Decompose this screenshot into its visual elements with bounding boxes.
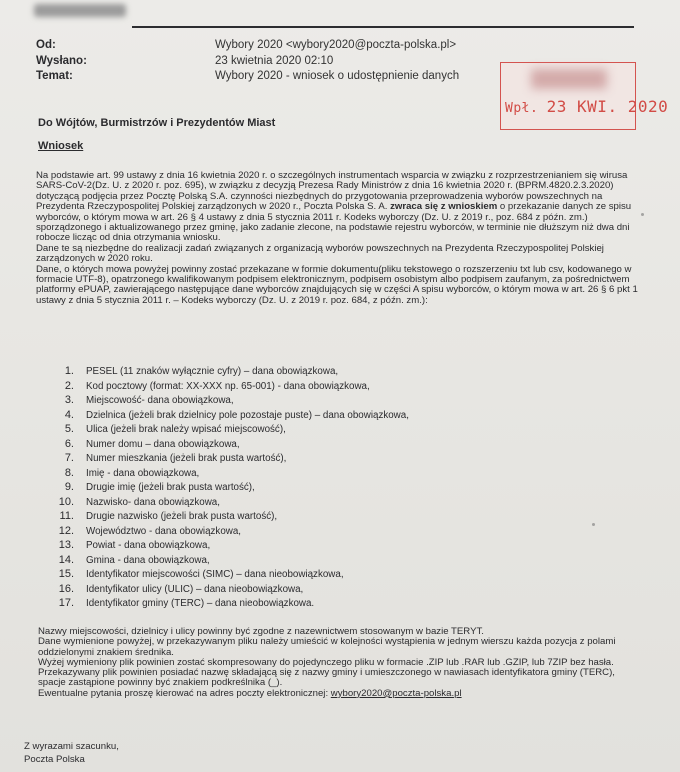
field-item (48, 524, 409, 539)
signoff-greeting: Z wyrazami szacunku, (24, 741, 119, 752)
field-number: 6. (64, 437, 74, 450)
field-text: Identyfikator miejscowości (SIMC) – dana nieobowiązkowa, (86, 569, 344, 580)
field-item (48, 379, 409, 394)
field-item (48, 408, 409, 423)
subject-label: Temat: (36, 70, 73, 82)
field-item (48, 422, 409, 437)
field-text: Drugie imię (jeżeli brak pusta wartość), (86, 482, 255, 493)
field-item (48, 466, 409, 481)
section-title: Wniosek (38, 140, 84, 152)
field-text: Gmina - dana obowiązkowa, (86, 554, 210, 566)
field-number: 1. (64, 365, 74, 377)
field-text: Miejscowość- dana obowiązkowa, (86, 395, 234, 406)
field-number: 17. (58, 597, 74, 609)
field-item (48, 582, 409, 597)
field-item (48, 509, 409, 524)
field-item (48, 451, 409, 466)
field-number: 3. (64, 394, 74, 406)
header-rule (132, 26, 634, 28)
contact-prefix: Ewentualne pytania proszę kierować na adres poczty elektronicznej: (38, 687, 331, 699)
subject-value: Wybory 2020 - wniosek o udostępnienie danych (215, 70, 460, 82)
field-number: 7. (64, 452, 74, 464)
intro-p1-bold: zwraca się z wnioskiem (390, 201, 498, 213)
field-item (48, 495, 409, 510)
field-item (48, 480, 409, 495)
field-text: PESEL (11 znaków wyłącznie cyfry) – dana obowiązkowa, (86, 366, 339, 377)
field-number: 2. (64, 379, 74, 392)
recipients-line: Do Wójtów, Burmistrzów i Prezydentów Miast (38, 117, 276, 129)
received-stamp (500, 62, 669, 130)
field-number: 11. (59, 510, 74, 522)
intro-text (36, 171, 644, 306)
stamp-prefix: Wpł. (505, 101, 539, 116)
closing-paragraph-2: Dane wymienione powyżej, w przekazywanym pliku należy umieścić w kolejności wystąpienia w jednym wierszu każda pozycja z polami oddzielonymi znakiem średnika. (38, 636, 616, 658)
field-number: 10. (58, 495, 74, 508)
field-item (48, 538, 409, 553)
closing-paragraph-4: Przekazywany plik powinien posiadać nazwę składającą się z nazwy gminy i umieszczonego w nawiasach identyfikatora gminy (TERC), spacje zastąpione powinny być znakiem podkreślnika (_). (38, 667, 615, 689)
stamp-date: 23 KWI. 2020 (546, 97, 669, 116)
field-item (48, 393, 409, 408)
field-item (48, 364, 409, 379)
field-number: 4. (64, 408, 74, 421)
field-text: Kod pocztowy (format: XX-XXX np. 65-001) - dana obowiązkowa, (86, 380, 370, 392)
field-text: Dzielnica (jeżeli brak dzielnicy pole pozostaje puste) – dana obowiązkowa, (86, 409, 409, 421)
field-number: 8. (64, 466, 74, 479)
field-number: 16. (58, 582, 74, 595)
field-text: Powiat - dana obowiązkowa, (86, 540, 211, 551)
intro-paragraph-3: Dane, o których mowa powyżej powinny zostać przekazane w formie dokumentu(pliku tekstowego o rozszerzeniu txt lub csv, kodowanego w formacie UTF-8), opatrzonego kwalifikowanym podpisem elektronicznym, podpisem osobistym albo podpisem zaufanym, za pośrednictwem platformy ePUAP, zawierającego następujące dane wyborców znajdujących się w części A spisu wyborców, o którym mowa w art. 26 § 6 pkt 1 ustawy z dnia 5 stycznia 2011 r. – Kodeks wyborczy (Dz. U. z 2019 r. poz. 684, z późn. zm.): (36, 263, 638, 306)
field-text: Województwo - dana obowiązkowa, (86, 525, 242, 537)
field-item (48, 553, 409, 568)
field-number: 5. (64, 423, 74, 435)
contact-email-link[interactable]: wybory2020@poczta-polska.pl (330, 687, 462, 699)
field-number: 9. (64, 481, 74, 493)
intro-p1-a: Na podstawie art. 99 ustawy z dnia 16 kwietnia 2020 r. o szczególnych instrumentach wsparcia w związku z rozprzestrzenianiem się wirusa SARS-CoV-2(Dz. U. z 2020 r. poz. 695), w związku z decyzją Prezesa Rady Ministrów z dnia 16 kwietnia 2020 r. (BPRM.4820.2.3.2020) dotyczącą podjęcia przez Pocztę Polską S.A. czynności niezbędnych do przygotowania przeprowadzenia wyborów powszechnych na Prezydenta Rzeczypospolitej Polskiej zarządzonych w 2020 r., Poczta Polska S. A. (36, 170, 628, 213)
field-item (48, 437, 409, 452)
sent-value: 23 kwietnia 2020 02:10 (215, 55, 334, 67)
field-number: 15. (58, 568, 74, 580)
field-text: Nazwisko- dana obowiązkowa, (86, 496, 220, 508)
signoff (24, 741, 119, 766)
field-text: Ulica (jeżeli brak należy wpisać miejscowość), (86, 424, 286, 435)
intro-paragraph-1 (36, 171, 644, 244)
stamp-redaction (531, 69, 607, 89)
field-text: Imię - dana obowiązkowa, (86, 467, 200, 479)
intro-paragraph-2: Dane te są niezbędne do realizacji zadań związanych z organizacją wyborów powszechnych na Prezydenta Rzeczypospolitej Polskiej zarządzonych w 2020 roku. (36, 242, 604, 265)
redacted-sender (34, 4, 126, 17)
from-label: Od: (36, 39, 56, 51)
field-text: Numer domu – dana obowiązkowa, (86, 438, 240, 450)
field-text: Numer mieszkania (jeżeli brak pusta wartość), (86, 453, 287, 464)
paper-speck (641, 213, 644, 216)
field-text: Identyfikator gminy (TERC) – dana nieobowiązkowa. (86, 598, 315, 609)
field-item (48, 596, 409, 611)
intro-p1-b: o przekazanie danych ze spisu wyborców, o którym mowa w art. 26 § 4 ustawy z dnia 5 stycznia 2011 r. Kodeks wyborczy (Dz. U. z 2019 r., poz. 684 z późn. zm.) sporządzonego i aktualizowanego przez gminę, jako zadanie zlecone, na podstawie rejestru wyborców, w terminie nie dłuższym niż dwa dni robocze licząc od dnia otrzymania wniosku. (36, 201, 632, 244)
signoff-sender: Poczta Polska (24, 753, 85, 765)
field-text: Identyfikator ulicy (ULIC) – dana nieobowiązkowa, (86, 583, 304, 595)
field-number: 13. (58, 539, 74, 551)
closing-text (38, 627, 643, 699)
field-item (48, 567, 409, 582)
field-text: Drugie nazwisko (jeżeli brak pusta wartość), (86, 511, 278, 522)
field-number: 12. (58, 524, 74, 537)
closing-paragraph-1: Nazwy miejscowości, dzielnicy i ulicy powinny być zgodne z nazewnictwem stosowanym w bazie TERYT. (38, 626, 484, 637)
paper-speck (592, 523, 595, 526)
closing-paragraph-5 (38, 689, 643, 699)
sent-label: Wysłano: (36, 55, 87, 67)
closing-paragraph-3: Wyżej wymieniony plik powinien zostać skompresowany do pojedynczego pliku w formacie .ZIP lub .RAR lub .GZIP, lub 7ZIP bez hasła. (38, 656, 614, 668)
required-fields-list (48, 364, 409, 611)
stamp-text (505, 97, 669, 116)
from-value: Wybory 2020 <wybory2020@poczta-polska.pl> (215, 39, 457, 51)
field-number: 14. (58, 553, 74, 566)
